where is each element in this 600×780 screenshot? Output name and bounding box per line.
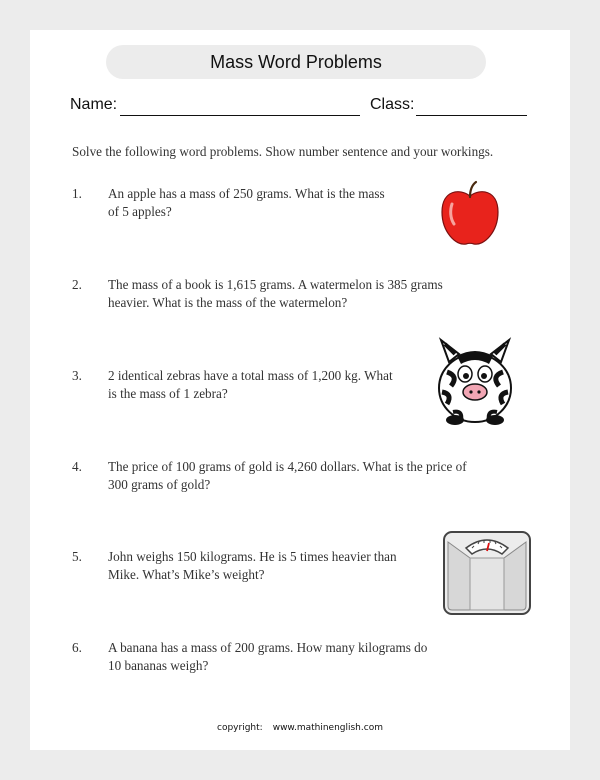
name-blank-line bbox=[120, 115, 360, 116]
question-number: 5. bbox=[72, 549, 82, 564]
question-text: The price of 100 grams of gold is 4,260 dollars. What is the price of 300 grams of gold? bbox=[108, 459, 467, 492]
footer bbox=[30, 723, 570, 733]
question-number: 6. bbox=[72, 640, 82, 655]
worksheet bbox=[30, 30, 570, 750]
question-text: A banana has a mass of 200 grams. How many kilograms do 10 bananas weigh? bbox=[108, 640, 428, 673]
question-text: John weighs 150 kilograms. He is 5 times heavier than Mike. What’s Mike’s weight? bbox=[108, 549, 397, 582]
copyright-label: copyright: bbox=[217, 723, 263, 733]
question-text: The mass of a book is 1,615 grams. A watermelon is 385 grams heavier. What is the mass of the watermelon? bbox=[108, 277, 443, 310]
class-blank-line bbox=[416, 115, 527, 116]
question-number: 4. bbox=[72, 459, 82, 474]
name-class-row bbox=[70, 96, 530, 120]
question-number: 3. bbox=[72, 368, 82, 383]
question-text: 2 identical zebras have a total mass of 1,200 kg. What is the mass of 1 zebra? bbox=[108, 368, 393, 401]
scale-icon bbox=[442, 530, 532, 616]
site-link[interactable]: www.mathinenglish.com bbox=[272, 723, 383, 733]
instructions: Solve the following word problems. Show number sentence and your workings. bbox=[72, 144, 494, 159]
question-number: 1. bbox=[72, 186, 82, 201]
question-number: 2. bbox=[72, 277, 82, 292]
question-text: An apple has a mass of 250 grams. What is the mass of 5 apples? bbox=[108, 186, 385, 219]
apple-icon bbox=[438, 180, 502, 248]
class-label: Class: bbox=[370, 96, 415, 113]
zebra-icon bbox=[433, 332, 517, 428]
name-label: Name: bbox=[70, 96, 118, 113]
page-title: Mass Word Problems bbox=[106, 45, 486, 79]
